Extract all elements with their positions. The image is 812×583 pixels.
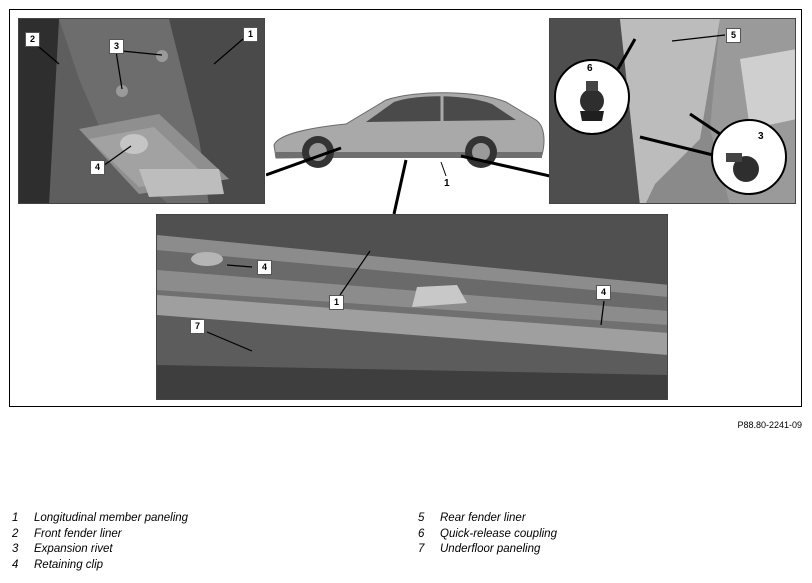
rear-fender-liner-illustration: [550, 19, 796, 204]
callout-4: 4: [596, 285, 611, 300]
callout-4: 4: [257, 260, 272, 275]
legend-right: [418, 512, 557, 559]
callout-2: 2: [25, 32, 40, 47]
callout-4: 4: [90, 160, 105, 175]
callout-1: 1: [444, 178, 450, 189]
callout-1: 1: [243, 27, 258, 42]
callout-5: 5: [726, 28, 741, 43]
rear-fender-liner-photo: [549, 18, 796, 204]
callout-7: 7: [190, 319, 205, 334]
car-illustration: [266, 80, 550, 220]
callout-6: 6: [587, 63, 593, 74]
underside-illustration: [157, 215, 668, 400]
front-fender-liner-illustration: [19, 19, 265, 204]
front-fender-liner-photo: [18, 18, 265, 204]
legend-left: [12, 512, 188, 574]
callout-3: 3: [109, 39, 124, 54]
reference-code: P88.80-2241-09: [737, 420, 802, 430]
callout-1: 1: [329, 295, 344, 310]
legend-item: 5 Rear fender liner: [418, 512, 526, 524]
legend-item: 1 Longitudinal member paneling: [12, 512, 189, 524]
legend-item: 4 Retaining clip: [12, 558, 104, 571]
car-overview: [266, 80, 550, 220]
legend-item: 3 Expansion rivet: [12, 543, 113, 555]
legend-item: 6 Quick-release coupling: [418, 527, 557, 540]
callout-3: 3: [758, 131, 764, 142]
underside-photo: [156, 214, 668, 400]
legend-item: 7 Underfloor paneling: [418, 543, 541, 555]
legend-item: 2 Front fender liner: [12, 527, 122, 540]
